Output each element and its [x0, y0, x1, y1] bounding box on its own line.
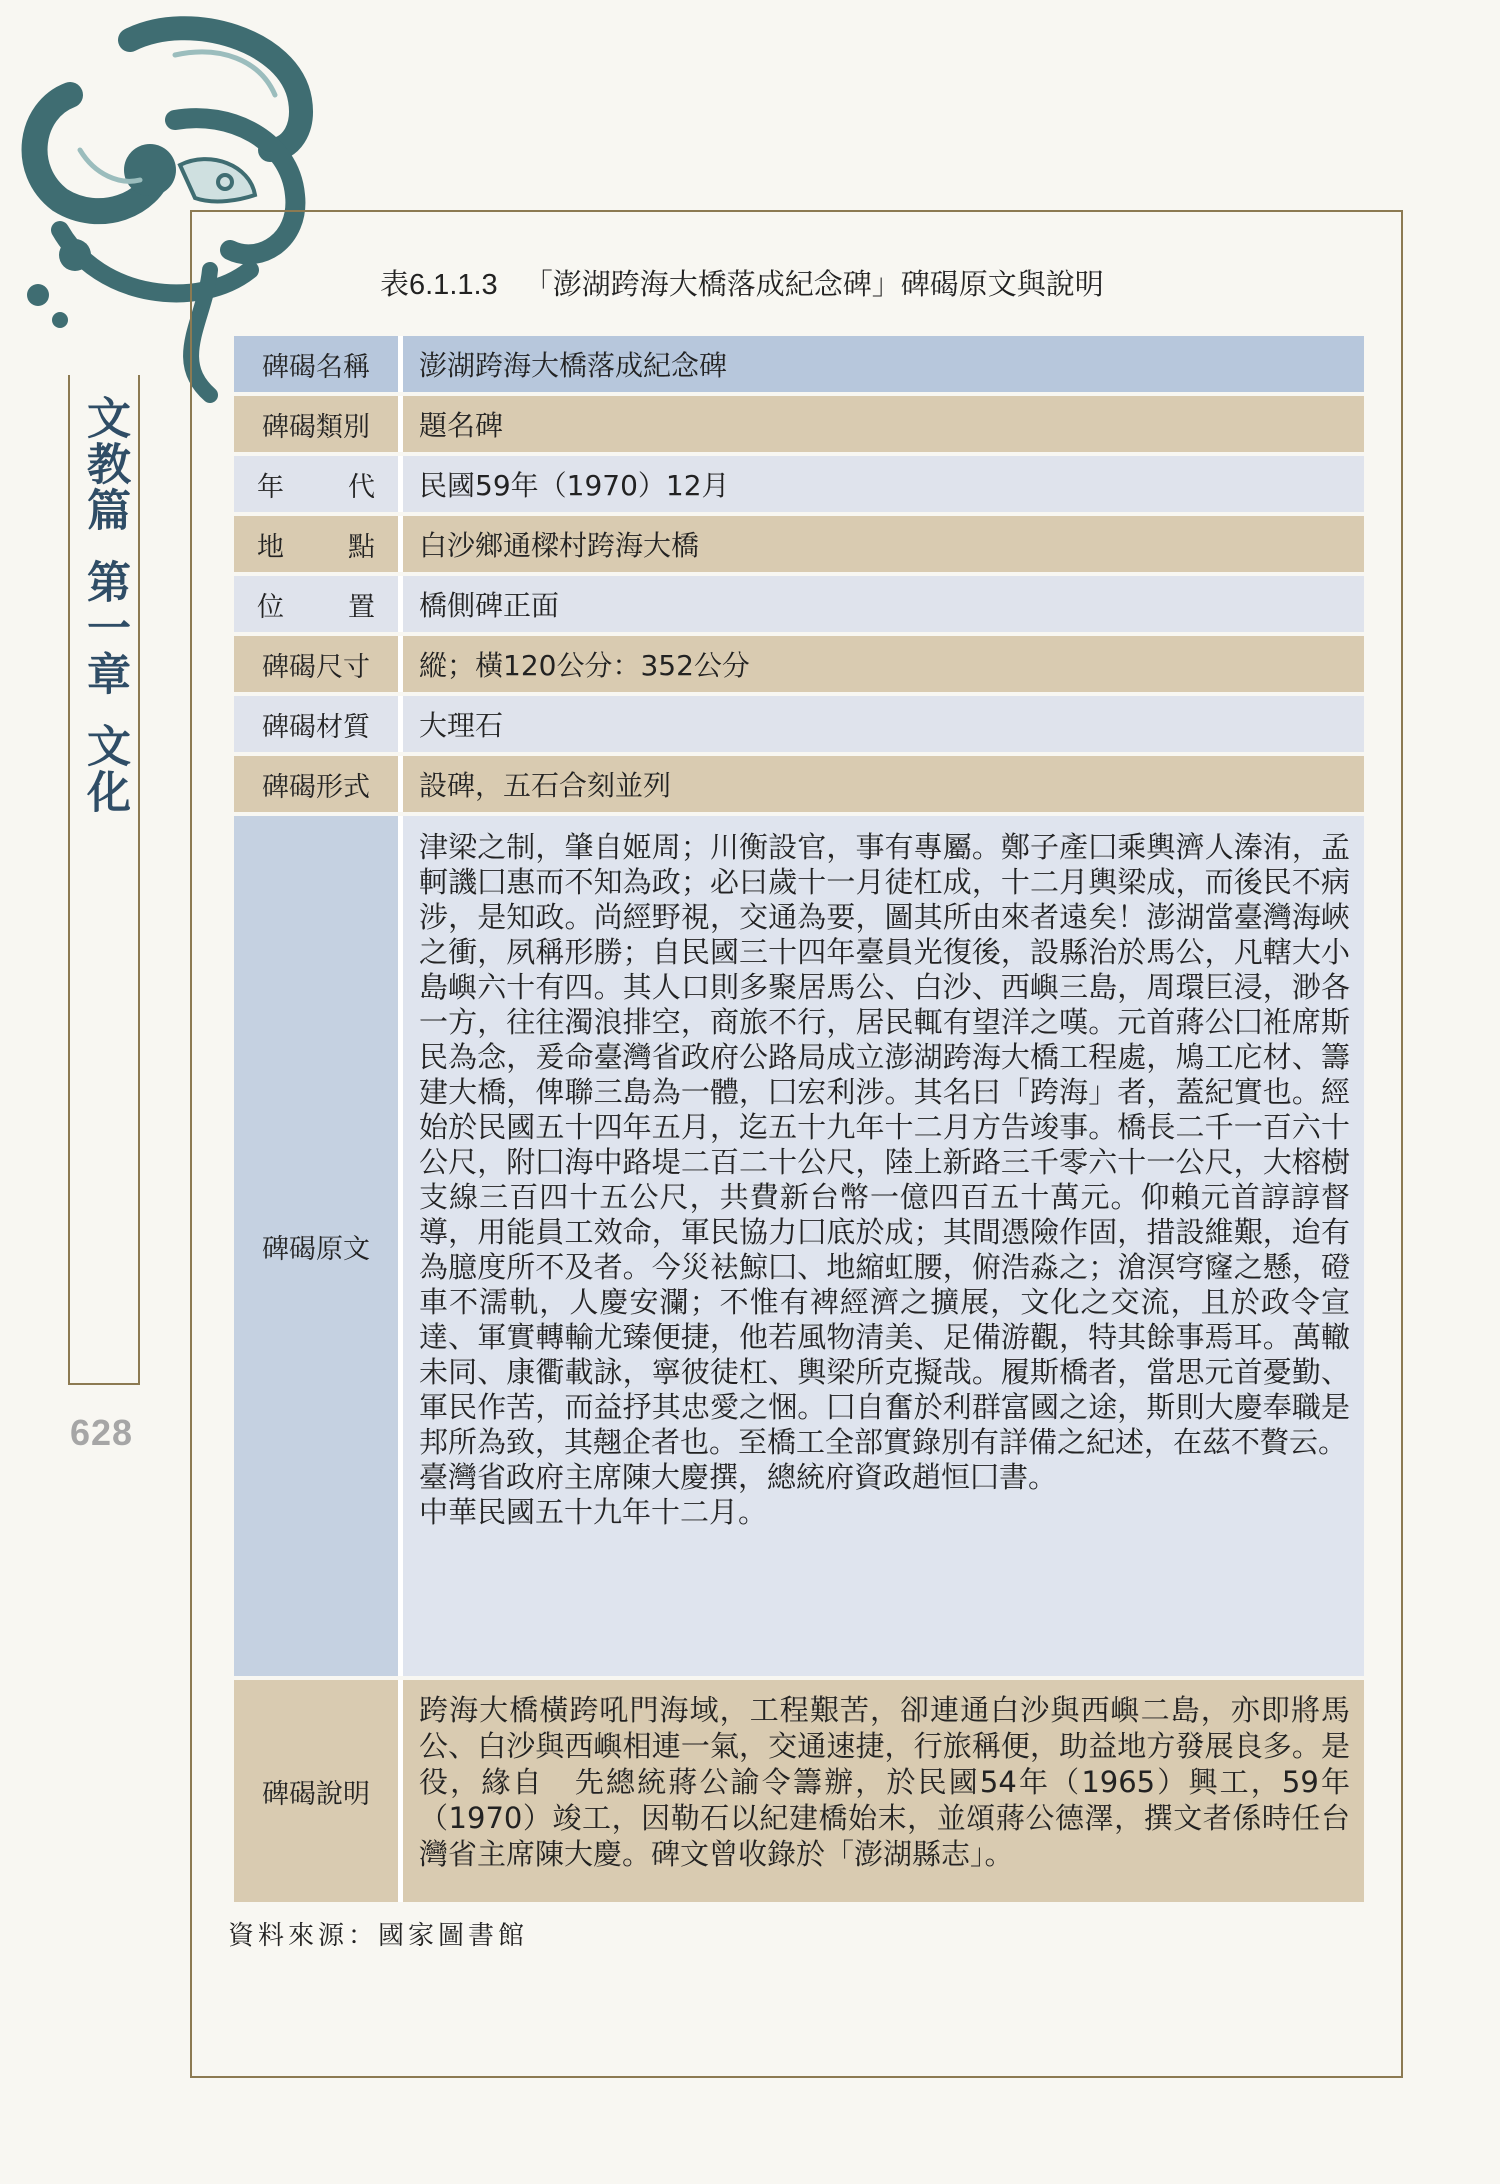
row-label-text: 地 點 [257, 531, 375, 563]
row-label: 碑碣尺寸 [234, 636, 403, 692]
row-value: 題名碑 [403, 396, 1364, 452]
row-value: 縱；橫120公分：352公分 [403, 636, 1364, 692]
section-title: 文化 [79, 723, 130, 815]
stele-info-table [234, 332, 1364, 1906]
original-text [403, 816, 1364, 1676]
table-row [234, 456, 1364, 512]
row-label: 碑碣材質 [234, 696, 403, 752]
table-row [234, 696, 1364, 752]
sidebar-title-group [76, 395, 132, 815]
row-value: 設碑，五石合刻並列 [403, 756, 1364, 812]
table-caption-text: 「澎湖跨海大橋落成紀念碑」碑碣原文與說明 [523, 267, 1104, 301]
row-label-text: 年 代 [257, 471, 375, 503]
row-value: 澎湖跨海大橋落成紀念碑 [403, 336, 1364, 392]
chapter-title: 第一章 [79, 559, 130, 697]
row-label: 碑碣說明 [234, 1680, 403, 1902]
original-text-paragraph: 津梁之制，肇自姬周；川衡設官，事有專屬。鄭子產囗乘輿濟人溱洧，孟軻譏囗惠而不知為政；必曰歲十一月徒杠成，十二月輿梁成，而後民不病涉，是知政。尚經野視，交通為要，圖其所由來者遠矣！澎湖當臺灣海峽之衝，夙稱形勝；自民國三十四年臺員光復後，設縣治於馬公，凡轄大小島嶼六十有四。其人口則多聚居馬公、白沙、西嶼三島，周環巨浸，渺各一方，往往濁浪排空，商旅不行，居民輒有望洋之嘆。元首蔣公囗袵席斯民為念，爰命臺灣省政府公路局成立澎湖跨海大橋工程處，鳩工庀材、籌建大橋，俾聯三島為一體，囗宏利涉。其名曰「跨海」者，蓋紀實也。經始於民國五十四年五月，迄五十九年十二月方告竣事。橋長二千一百六十公尺，附囗海中路堤二百二十公尺，陸上新路三千零六十一公尺，大榕樹支線三百四十五公尺，共費新台幣一億四百五十萬元。仰賴元首諄諄督導，用能員工效命，軍民協力囗底於成；其間憑險作固，措設維艱，迨有為臆度所不及者。今災袪鯨囗、地縮虹腰，俯浩淼之；滄溟穹窿之懸，磴車不濡軌，人慶安瀾；不惟有裨經濟之擴展，文化之交流，且於政令宣達、軍實轉輸尤臻便捷，他若風物清美、足備游觀，特其餘事焉耳。萬轍未同、康衢載詠，寧彼徒杠、輿梁所克擬哉。履斯橋者，當思元首憂勤、軍民作苦，而益抒其忠愛之悃。囗自奮於利群富國之途，斯則大慶奉職是邦所為致，其翹企者也。至橋工全部實錄別有詳備之紀述，在茲不贅云。 [419, 830, 1350, 1459]
row-value: 民國59年（1970）12月 [403, 456, 1364, 512]
row-label [234, 516, 403, 572]
row-label: 碑碣名稱 [234, 336, 403, 392]
table-row-original-text [234, 816, 1364, 1676]
table-row [234, 636, 1364, 692]
original-text-author: 臺灣省政府主席陳大慶撰，總統府資政趙恒囗書。 [419, 1460, 1058, 1494]
description-text: 跨海大橋橫跨吼門海域，工程艱苦，卻連通白沙與西嶼二島，亦即將馬公、白沙與西嶼相連一氣，交通速捷，行旅稱便，助益地方發展良多。是役，緣自 先總統蔣公諭令籌辦，於民國54年（1965）興工，59年（1970）竣工，因勒石以紀建橋始末，並頌蔣公德澤，撰文者係時任台灣省主席陳大慶。碑文曾收錄於「澎湖縣志」。 [403, 1680, 1364, 1902]
row-value: 白沙鄉通樑村跨海大橋 [403, 516, 1364, 572]
table-number: 表6.1.1.3 [380, 269, 498, 301]
row-label: 碑碣形式 [234, 756, 403, 812]
row-label [234, 576, 403, 632]
table-row-description [234, 1680, 1364, 1902]
row-label: 碑碣原文 [234, 816, 403, 1676]
table-row [234, 756, 1364, 812]
table-row [234, 396, 1364, 452]
page-number: 628 [70, 1412, 134, 1453]
row-label-text: 位 置 [257, 591, 375, 623]
row-label: 碑碣類別 [234, 396, 403, 452]
table-row [234, 576, 1364, 632]
source-note: 資料來源：國家圖書館 [228, 1921, 529, 1951]
row-value: 橋側碑正面 [403, 576, 1364, 632]
table-row [234, 516, 1364, 572]
row-label [234, 456, 403, 512]
row-value: 大理石 [403, 696, 1364, 752]
table-row [234, 336, 1364, 392]
original-text-date: 中華民國五十九年十二月。 [419, 1495, 768, 1529]
volume-title: 文教篇 [79, 395, 130, 533]
table-caption [380, 262, 1104, 303]
